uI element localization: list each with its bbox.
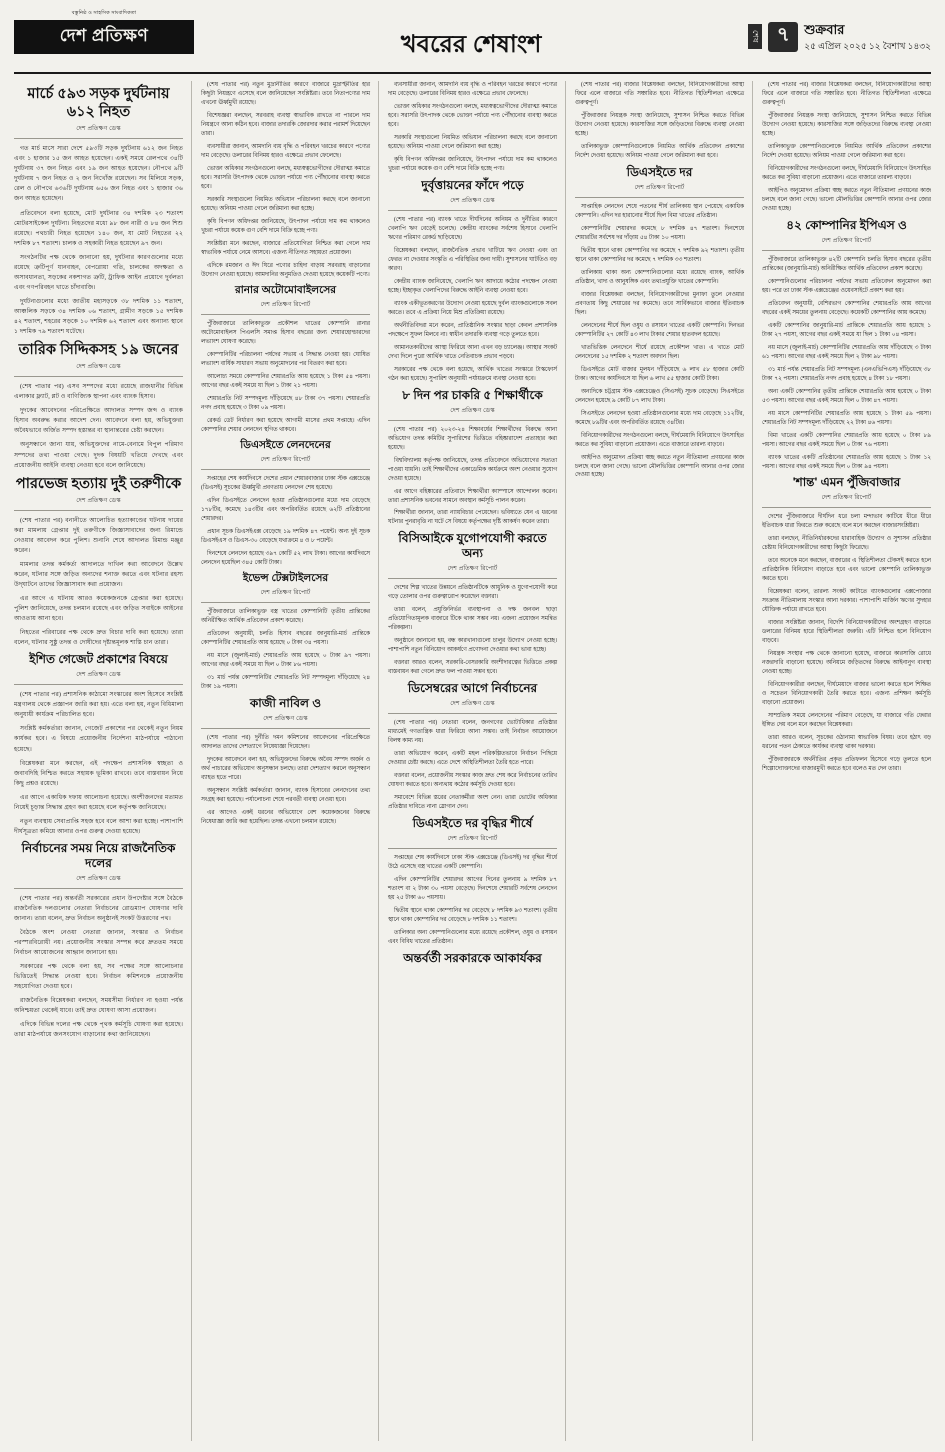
paragraph: অর্থনীতিবিদরা মনে করেন, প্রাতিষ্ঠানিক সংস্কার ছাড়া কেবল প্রশাসনিক পদক্ষেপে সুফল মিলবে না। স্বাধীন তদারকি ব্যবস্থা গড়ে তুলতে হবে। — [388, 322, 557, 338]
divider — [14, 684, 183, 685]
paragraph: গত মার্চ মাসে সারা দেশে ৫৯৩টি সড়ক দুর্ঘটনায় ৬১২ জন নিহত এবং ১ হাজার ১৫ জন আহত হয়েছেন। একই সময়ে রেলপথে ৩৪টি দুর্ঘটনায় ৩৭ জন নিহত এবং ১৯ জন আহত হয়েছেন। নৌপথে ৯টি দুর্ঘটনায় ৭ জন নিহত ও ২ জন নিখোঁজ রয়েছেন। সব মিলিয়ে সড়ক, রেল ও নৌপথে ৬৩৬টি দুর্ঘটনায় ৬৫৬ জন নিহত এবং ১ হাজার ৩৬ জন আহত হয়েছেন। — [14, 145, 183, 203]
masthead-right — [748, 10, 931, 53]
article-headline: ডিএসইতে দর — [626, 164, 693, 179]
article-body — [14, 894, 183, 1041]
paragraph: (শেষ পাতার পর) দুর্নীতি দমন কমিশনের আবেদনের পরিপ্রেক্ষিতে আদালত তাদের দেশত্যাগে নিষেধাজ্ঞা দিয়েছেন। — [201, 734, 370, 750]
paragraph: দিনশেষে লেনদেন হয়েছে ৩৯৭ কোটি ৫২ লাখ টাকা। আগের কার্যদিবসে লেনদেন হয়েছিল ৩৪৫ কোটি টাকা। — [201, 550, 370, 566]
column-2 — [201, 81, 379, 1441]
paragraph: প্রতিবেদনে বলা হয়েছে, মোট দুর্ঘটনার ৩৪ দশমিক ২৩ শতাংশ মোটরসাইকেল দুর্ঘটনা। নিহতদের মধ্যে ৯৮ জন নারী ও ৮৪ জন শিশু রয়েছে। পথচারী নিহত হয়েছেন ১৪০ জন, যা মোট নিহতের ২২ দশমিক ৮৭ শতাংশ। চালক ও সহকারী নিহত হয়েছেন ৯৭ জন। — [14, 209, 183, 247]
article-col5-top — [762, 81, 931, 214]
article-body — [201, 475, 370, 568]
article-body — [201, 81, 370, 280]
article-road-accidents — [14, 85, 183, 337]
article-headline: ইশিত গেজেট প্রকাশের বিষয়ে — [29, 652, 168, 667]
paragraph: দুদকের আবেদনের পরিপ্রেক্ষিতে আদালত সম্পদ জব্দ ও ব্যাংক হিসাব অবরুদ্ধ করার আদেশ দেন। আবেদনে বলা হয়, অভিযুক্তরা অবৈধভাবে অর্জিত সম্পদ হস্তান্তর বা স্থানান্তরের চেষ্টা করছেন। — [14, 407, 183, 435]
paragraph: সংগঠনটির পক্ষ থেকে জানানো হয়, দুর্ঘটনার কারণগুলোর মধ্যে রয়েছে ত্রুটিপূর্ণ যানবাহন, বেপরোয়া গতি, চালকের অদক্ষতা ও অসাবধানতা, সড়কের নকশাগত ত্রুটি, ট্রাফিক আইন প্রয়োগে দুর্বলতা এবং গণপরিবহন খাতে চাঁদাবাজি। — [14, 253, 183, 291]
article-byline: দেশ প্রতিক্ষণ ডেস্ক — [450, 197, 495, 204]
paragraph: দুর্ঘটনাগুলোর মধ্যে জাতীয় মহাসড়কে ৩৮ দশমিক ১১ শতাংশ, আঞ্চলিক সড়কে ৩৪ দশমিক ০৬ শতাংশ, গ্রামীণ সড়কে ১৫ দশমিক ৪২ শতাংশ, শহরের সড়কে ১০ দশমিক ৬২ শতাংশ এবং অন্যান্য স্থানে ১ দশমিক ৭৯ শতাংশ ঘটেছে। — [14, 297, 183, 336]
paragraph: প্রতিবেদন অনুযায়ী, চলতি হিসাব বছরের জানুয়ারি-মার্চ প্রান্তিকে কোম্পানিটির শেয়ারপ্রতি আয় হয়েছে ০ টাকা ৩৪ পয়সা। — [201, 630, 370, 646]
paragraph: শিক্ষার্থীরা জানান, তারা ন্যায়বিচার পেয়েছেন। ভবিষ্যতে যেন এ ধরনের ঘটনার পুনরাবৃত্তি না ঘটে সে বিষয়ে কর্তৃপক্ষের দৃষ্টি আকর্ষণ করেন তারা। — [388, 510, 557, 526]
paragraph: সংশ্লিষ্টরা মনে করছেন, বাজারে প্রতিযোগিতা নিশ্চিত করা গেলে দাম স্বাভাবিক পর্যায়ে নেমে আসবে। এজন্য নীতিগত সহায়তা প্রয়োজন। — [201, 240, 370, 256]
paragraph: (শেষ পাতার পর) ২০২৩-২৪ শিক্ষাবর্ষের শিক্ষার্থীদের বিরুদ্ধে আনা অভিযোগ তদন্ত কমিটির সুপারিশের ভিত্তিতে বহিষ্কারাদেশ প্রত্যাহার করা হয়েছে। — [388, 426, 557, 451]
paragraph: এর আগে বহিষ্কারের প্রতিবাদে শিক্ষার্থীরা ক্যাম্পাসে আন্দোলন করেন। তারা প্রশাসনিক ভবনের সামনে অবস্থান কর্মসূচি পালন করেন। — [388, 488, 557, 504]
article-dse-lenden — [201, 439, 370, 568]
date-block — [804, 20, 931, 53]
paragraph: আইপিও অনুমোদন প্রক্রিয়া স্বচ্ছ করতে নতুন নীতিমালা প্রণয়নের কাজ চলছে বলে জানা গেছে। ভালো মৌলভিত্তির কোম্পানি আনার ওপর জোর দেওয়া হচ্ছে। — [762, 187, 931, 212]
paragraph: নয় মাসে (জুলাই-মার্চ) কোম্পানিটির শেয়ারপ্রতি আয় দাঁড়িয়েছে ৩ টাকা ৬১ পয়সা। আগের বছর একই সময়ে ছিল ২ টাকা ৯৮ পয়সা। — [762, 344, 931, 360]
paragraph: পুঁজিবাজার নিয়ন্ত্রক সংস্থা জানিয়েছে, সুশাসন নিশ্চিত করতে বিভিন্ন উদ্যোগ নেওয়া হয়েছে। কারসাজির সঙ্গে জড়িতদের বিরুদ্ধে ব্যবস্থা নেওয়া হচ্ছে। — [575, 112, 744, 137]
paragraph: আলোচ্য সময়ে কোম্পানির শেয়ারপ্রতি আয় হয়েছে ১ টাকা ৫৪ পয়সা। আগের বছর একই সময়ে যা ছিল ১ টাকা ২১ পয়সা। — [201, 373, 370, 389]
article-byline: দেশ প্রতিক্ষণ রিপোর্ট — [447, 566, 498, 573]
article-headline: ডিএসইতে লেনদেনের — [240, 438, 331, 451]
paragraph: নয় মাসে (জুলাই-মার্চ) শেয়ারপ্রতি আয় হয়েছে ০ টাকা ৯৭ পয়সা। আগের বছর একই সময়ে যা ছিল ০ টাকা ৮৬ পয়সা। — [201, 652, 370, 668]
divider — [575, 197, 744, 198]
paragraph: সরকারি সংস্থাগুলো নিয়মিত অভিযান পরিচালনা করছে বলে জানানো হয়েছে। অনিয়ম পাওয়া গেলে জরিমানা করা হচ্ছে। — [388, 134, 557, 150]
paragraph: দেশের শিল্প খাতের উন্নয়নে প্রতিষ্ঠানটিকে আধুনিক ও যুগোপযোগী করে গড়ে তোলার ওপর গুরুত্বারোপ করেছেন বক্তারা। — [388, 585, 557, 601]
paragraph: তবে অনেকে মনে করছেন, বাজারের এ স্থিতিশীলতা টেকসই করতে হলে প্রাতিষ্ঠানিক বিনিয়োগ বাড়াতে হবে এবং ভালো কোম্পানি তালিকাভুক্ত করতে হবে। — [762, 558, 931, 583]
article-bsec — [388, 531, 557, 677]
paragraph: সরকারি সংস্থাগুলো নিয়মিত অভিযান পরিচালনা করছে বলে জানানো হয়েছে। অনিয়ম পাওয়া গেলে জরিমানা করা হচ্ছে। — [201, 196, 370, 212]
paragraph: (শেষ পাতার পর) অন্তর্বর্তী সরকারের প্রধান উপদেষ্টার সঙ্গে বৈঠকে রাজনৈতিক দলগুলোর নেতারা নির্বাচনের রোডম্যাপ ঘোষণার দাবি জানান। তারা বলেন, দ্রুত নির্বাচন অনুষ্ঠানই সংকট উত্তরণের পথ। — [14, 894, 183, 922]
article-byline: দেশ প্রতিক্ষণ ডেস্ক — [76, 126, 121, 133]
divider — [201, 314, 370, 315]
article-byline: দেশ প্রতিক্ষণ ডেস্ক — [263, 715, 308, 722]
paragraph: অন্যদিকে চট্টগ্রাম স্টক এক্সচেঞ্জেও (সিএসই) সূচক বেড়েছে। সিএসইতে লেনদেন হয়েছে ৯ কোটি ৮৭ লাখ টাকা। — [575, 388, 744, 404]
divider — [201, 728, 370, 729]
paragraph: ৩১ মার্চ পর্যন্ত কোম্পানিটির শেয়ারপ্রতি নিট সম্পদমূল্য দাঁড়িয়েছে ২৪ টাকা ১৯ পয়সা। — [201, 674, 370, 690]
paragraph: ব্যাংক একীভূতকরণের উদ্যোগ নেওয়া হয়েছে দুর্বল ব্যাংকগুলোকে সবল করতে। তবে এ প্রক্রিয়া নিয়ে মিশ্র প্রতিক্রিয়া রয়েছে। — [388, 300, 557, 316]
paragraph: এদিন ডিএসইতে লেনদেন হওয়া প্রতিষ্ঠানগুলোর মধ্যে দাম বেড়েছে ১৭৮টির, কমেছে ১৪৩টির এবং অপরিবর্তিত রয়েছে ৬২টি প্রতিষ্ঠানের শেয়ারদর। — [201, 497, 370, 522]
paragraph: বিশ্ববিদ্যালয় কর্তৃপক্ষ জানিয়েছে, তদন্ত প্রতিবেদনে অভিযোগের সত্যতা পাওয়া যায়নি। তাই শিক্ষার্থীদের একাডেমিক কার্যক্রমে অংশ নেওয়ার সুযোগ দেওয়া হয়েছে। — [388, 457, 557, 482]
paragraph: ভোক্তা অধিকার সংগঠনগুলো বলছে, মধ্যস্বত্বভোগীদের দৌরাত্ম্য কমাতে হবে। সরাসরি উৎপাদক থেকে ভোক্তা পর্যায়ে পণ্য পৌঁছানোর ব্যবস্থা করতে হবে। — [201, 165, 370, 190]
column-4 — [575, 81, 753, 1441]
paragraph: প্রতিবেদন অনুযায়ী, বেশিরভাগ কোম্পানির শেয়ারপ্রতি আয় আগের বছরের একই সময়ের তুলনায় বেড়েছে। কয়েকটি কোম্পানির আয় কমেছে। — [762, 300, 931, 316]
paragraph: তারা আরও বলেন, সূচকের ওঠানামা স্বাভাবিক বিষয়। তবে হঠাৎ বড় ধরনের পতন ঠেকাতে কার্যকর ব্যবস্থা থাকা দরকার। — [762, 735, 931, 751]
article-col4-top — [575, 81, 744, 161]
article-byline: দেশ প্রতিক্ষণ রিপোর্ট — [634, 184, 685, 191]
divider — [14, 510, 183, 511]
paragraph: তালিকাভুক্ত কোম্পানিগুলোকে নিয়মিত আর্থিক প্রতিবেদন প্রকাশের নির্দেশ দেওয়া হয়েছে। অনিয়ম পাওয়া গেলে জরিমানা করা হবে। — [762, 143, 931, 159]
paragraph: তারা বলেন, প্রযুক্তিনির্ভর ব্যবস্থাপনা ও দক্ষ জনবল ছাড়া প্রতিযোগিতামূলক বাজারে টিকে থাকা সম্ভব নয়। এজন্য প্রয়োজন সমন্বিত পরিকল্পনা। — [388, 607, 557, 632]
article-interim-govt — [388, 951, 557, 966]
article-body — [201, 734, 370, 827]
article-byline: দেশ প্রতিক্ষণ রিপোর্ট — [260, 301, 311, 308]
paragraph: দুদকের আবেদনে বলা হয়, অভিযুক্তদের বিরুদ্ধে অবৈধ সম্পদ অর্জন ও অর্থ পাচারের অভিযোগ অনুসন্ধান চলছে। তারা দেশত্যাগ করলে অনুসন্ধান ব্যাহত হতে পারে। — [201, 756, 370, 781]
article-shanto-emon — [762, 475, 931, 774]
article-forty-two-companies — [762, 218, 931, 472]
article-byline: দেশ প্রতিক্ষণ ডেস্ক — [76, 875, 121, 882]
divider — [388, 713, 557, 714]
paragraph: এর আগে এ ঘটনায় আরও কয়েকজনকে গ্রেপ্তার করা হয়েছে। পুলিশ জানিয়েছে, তদন্ত চলমান রয়েছে এবং জড়িত সবাইকে আইনের আওতায় আনা হবে। — [14, 595, 183, 623]
article-body — [762, 81, 931, 214]
date-label: ২৫ এপ্রিল ২০২৫ ১২ বৈশাখ ১৪৩২ — [804, 40, 931, 51]
article-tarique-siddique — [14, 341, 183, 471]
divider — [388, 848, 557, 849]
divider — [388, 210, 557, 211]
paragraph: সমাবেশে বিভিন্ন স্তরের নেতাকর্মীরা অংশ নেন। তারা ভোটের অধিকার প্রতিষ্ঠার দাবিতে নানা স্লোগান দেন। — [388, 795, 557, 811]
masthead-logo-text: দেশ প্রতিক্ষণ — [14, 20, 194, 54]
paragraph: দ্বিতীয় স্থানে থাকা কোম্পানির দর বেড়েছে ৮ দশমিক ৯৩ শতাংশ। তৃতীয় স্থানে থাকা কোম্পানির দর বেড়েছে ৮ দশমিক ১১ শতাংশ। — [388, 908, 557, 924]
paragraph: কোম্পানিগুলোর পরিচালনা পর্ষদের সভায় প্রতিবেদন অনুমোদন করা হয়। পরে তা ঢাকা স্টক এক্সচেঞ্জের ওয়েবসাইটে প্রকাশ করা হয়। — [762, 278, 931, 294]
article-election-parties — [14, 841, 183, 1041]
paragraph: বাজার বিশ্লেষকরা বলছেন, বিনিয়োগকারীদের মুনাফা তুলে নেওয়ার প্রবণতায় কিছু শেয়ারের দর কমেছে। তবে সার্বিকভাবে বাজার ইতিবাচক ছিল। — [575, 291, 744, 316]
article-parvez-murder — [14, 475, 183, 649]
page-title: খবরের শেষাংশ — [400, 31, 542, 58]
paragraph: (শেষ পাতার পর) নতুন মুদ্রানীতির কারণে বাজারে মুদ্রাস্ফীতির হার কিছুটা নিয়ন্ত্রণে এসেছে বলে জানিয়েছেন সংশ্লিষ্টরা। তবে নিত্যপণ্যের দাম এখনো ঊর্ধ্বমুখী রয়েছে। — [201, 82, 370, 106]
article-byline: দেশ প্রতিক্ষণ ডেস্ক — [76, 672, 121, 679]
divider — [14, 138, 183, 139]
paragraph: ব্যবসায়ীরা জানান, আমদানি ব্যয় বৃদ্ধি ও পরিবহন খরচের কারণে পণ্যের দাম বেড়েছে। ডলারের বিনিময় হারও এক্ষেত্রে প্রভাব ফেলেছে। — [201, 143, 370, 159]
paragraph: নতুন ব্যবস্থায় সেবাপ্রাপ্তি সহজ হবে বলে আশা করা হচ্ছে। পাশাপাশি দীর্ঘসূত্রতা কমিয়ে আনার ওপর গুরুত্ব দেওয়া হয়েছে। — [14, 817, 183, 835]
paragraph: রাজনৈতিক বিশ্লেষকরা বলছেন, সময়সীমা নির্ধারণ না হওয়া পর্যন্ত অনিশ্চয়তা থেকেই যাবে। তাই দ্রুত ঘোষণা আসা প্রয়োজন। — [14, 997, 183, 1015]
article-byline: দেশ প্রতিক্ষণ রিপোর্ট — [821, 237, 872, 244]
article-headline: ডিসেম্বরের আগে নির্বাচনের — [407, 681, 538, 696]
paragraph: কৃষি বিপণন অধিদপ্তর জানিয়েছে, উৎপাদন পর্যায়ে দাম কম থাকলেও খুচরা পর্যায়ে কয়েক গুণ বেশি দামে বিক্রি হচ্ছে পণ্য। — [388, 156, 557, 172]
paragraph: অনুসন্ধান সংশ্লিষ্ট কর্মকর্তারা জানান, ব্যাংক হিসাবের লেনদেনের তথ্য সংগ্রহ করা হয়েছে। পর্যালোচনা শেষে পরবর্তী ব্যবস্থা নেওয়া হবে। — [201, 787, 370, 803]
paragraph: আমানতকারীদের আস্থা ফিরিয়ে আনা এখন বড় চ্যালেঞ্জ। আস্থার সংকট দেখা দিলে পুরো আর্থিক খাতে নেতিবাচক প্রভাব পড়বে। — [388, 344, 557, 360]
paragraph: পুঁজিবাজার নিয়ন্ত্রক সংস্থা জানিয়েছে, সুশাসন নিশ্চিত করতে বিভিন্ন উদ্যোগ নেওয়া হয়েছে। কারসাজির সঙ্গে জড়িতদের বিরুদ্ধে ব্যবস্থা নেওয়া হচ্ছে। — [762, 112, 931, 137]
article-headline: ডিএসইতে দর বৃদ্ধির শীর্ষে — [412, 816, 533, 831]
paragraph: একটি কোম্পানির জানুয়ারি-মার্চ প্রান্তিকে শেয়ারপ্রতি আয় হয়েছে ১ টাকা ২৭ পয়সা, আগের বছর একই সময়ে যা ছিল ১ টাকা ০৪ পয়সা। — [762, 322, 931, 338]
article-byline: দেশ প্রতিক্ষণ রিপোর্ট — [260, 456, 311, 463]
article-kazi-nabil — [201, 696, 370, 827]
paragraph: অনুসন্ধানে জানা যায়, অভিযুক্তদের নামে-বেনামে বিপুল পরিমাণ সম্পদের তথ্য পাওয়া গেছে। দুদক বিষয়টি খতিয়ে দেখছে এবং প্রয়োজনীয় আইনি ব্যবস্থা নেওয়া হবে বলে জানিয়েছে। — [14, 441, 183, 469]
paragraph: খাতভিত্তিক লেনদেনে শীর্ষে রয়েছে প্রকৌশল খাত। এ খাতে মোট লেনদেনের ১৫ দশমিক ২ শতাংশ অবদান ছিল। — [575, 344, 744, 360]
article-col3-top — [388, 81, 557, 174]
paragraph: পুঁজিবাজারে তালিকাভুক্ত বস্ত্র খাতের কোম্পানিটি তৃতীয় প্রান্তিকের অনিরীক্ষিত আর্থিক প্রতিবেদন প্রকাশ করেছে। — [201, 608, 370, 624]
divider — [388, 578, 557, 579]
paragraph: (শেষ পাতার পর) নেতারা বলেন, জনগণের ভোটাধিকার প্রতিষ্ঠার মাধ্যমেই গণতান্ত্রিক ধারা ফিরিয়ে আনা সম্ভব। তাই নির্বাচন আয়োজনে বিলম্ব কাম্য নয়। — [388, 720, 557, 745]
paragraph: তালিকাভুক্ত কোম্পানিগুলোকে নিয়মিত আর্থিক প্রতিবেদন প্রকাশের নির্দেশ দেওয়া হয়েছে। অনিয়ম পাওয়া গেলে জরিমানা করা হবে। — [575, 143, 744, 159]
paragraph: তারা বলছেন, নীতিনির্ধারকদের ধারাবাহিক উদ্যোগ ও সুশাসন প্রতিষ্ঠার চেষ্টায় বিনিয়োগকারীদের আস্থা কিছুটা ফিরেছে। — [762, 536, 931, 552]
paragraph: সপ্তাহের শেষ কার্যদিবসে দেশের প্রধান শেয়ারবাজার ঢাকা স্টক এক্সচেঞ্জে (ডিএসই) সূচকের ঊর্ধ্বমুখী প্রবণতায় লেনদেন শেষ হয়েছে। — [201, 475, 370, 491]
paragraph: এদিকে রমজান ও ঈদ ঘিরে পণ্যের চাহিদা বাড়ায় সরবরাহ বাড়ানোর উদ্যোগ নেওয়া হয়েছে। আমদানির অনুমতিও দেওয়া হয়েছে কয়েকটি পণ্যে। — [201, 262, 370, 278]
article-byline: দেশ প্রতিক্ষণ রিপোর্ট — [821, 495, 872, 502]
article-body — [14, 516, 183, 649]
article-body — [388, 854, 557, 947]
paragraph: অনুষ্ঠানে জানানো হয়, বন্ধ কারখানাগুলো চালুর উদ্যোগ নেওয়া হচ্ছে। পাশাপাশি নতুন বিনিয়োগ আকর্ষণে প্রণোদনা দেওয়ার কথা ভাবা হচ্ছে। — [388, 638, 557, 654]
paragraph: বিনিয়োগকারীরা বলছেন, দীর্ঘমেয়াদে বাজার ভালো করতে হলে শিক্ষিত ও সচেতন বিনিয়োগকারী তৈরি করতে হবে। এজন্য প্রশিক্ষণ কর্মসূচি বাড়ানো প্রয়োজন। — [762, 682, 931, 707]
paragraph: কেন্দ্রীয় ব্যাংক জানিয়েছে, খেলাপি ঋণ আদায়ে কঠোর পদক্ষেপ নেওয়া হচ্ছে। ইচ্ছাকৃত খেলাপিদের বিরুদ্ধে আইনি ব্যবস্থা নেওয়া হবে। — [388, 278, 557, 294]
article-body — [762, 256, 931, 472]
column-3 — [388, 81, 566, 1441]
paragraph: ব্যবসায়ীরা জানান, আমদানি ব্যয় বৃদ্ধি ও পরিবহন খরচের কারণে পণ্যের দাম বেড়েছে। ডলারের বিনিময় হারও এক্ষেত্রে প্রভাব ফেলেছে। — [388, 82, 557, 97]
paragraph: ভোক্তা অধিকার সংগঠনগুলো বলছে, মধ্যস্বত্বভোগীদের দৌরাত্ম্য কমাতে হবে। সরাসরি উৎপাদক থেকে ভোক্তা পর্যায়ে পণ্য পৌঁছানোর ব্যবস্থা করতে হবে। — [388, 103, 557, 128]
fold-badge: শেষ — [748, 24, 762, 48]
article-body — [388, 81, 557, 174]
paragraph: আইপিও অনুমোদন প্রক্রিয়া স্বচ্ছ করতে নতুন নীতিমালা প্রণয়নের কাজ চলছে বলে জানা গেছে। ভালো মৌলভিত্তির কোম্পানি আনার ওপর জোর দেওয়া হচ্ছে। — [575, 454, 744, 479]
article-byline: দেশ প্রতিক্ষণ ডেস্ক — [450, 407, 495, 414]
paragraph: এদিন কোম্পানিটির শেয়ারদর আগের দিনের তুলনায় ৯ দশমিক ৮৭ শতাংশ বা ২ টাকা ৩০ পয়সা বেড়েছে। দিনশেষে শেয়ারটি সর্বশেষ লেনদেন হয় ২৫ টাকা ৬০ পয়সায়। — [388, 877, 557, 902]
page-number: ৭ — [768, 22, 798, 52]
paragraph: বক্তারা বলেন, প্রয়োজনীয় সংস্কার কাজ দ্রুত শেষ করে নির্বাচনের তারিখ ঘোষণা করতে হবে। অন্যথায় কঠোর কর্মসূচি দেওয়া হবে। — [388, 773, 557, 789]
paragraph: প্রধান সূচক ডিএসইএক্স বেড়েছে ১৯ দশমিক ৪৭ পয়েন্ট। অন্য দুই সূচক ডিএসইএস ও ডিএস-৩০ বেড়েছে যথাক্রমে ৪ ও ৮ পয়েন্ট। — [201, 528, 370, 544]
column-5 — [762, 81, 931, 1441]
paragraph: নিয়ন্ত্রক সংস্থার পক্ষ থেকে জানানো হয়েছে, বাজারে কারসাজি রোধে নজরদারি বাড়ানো হয়েছে। অনিয়মে জড়িতদের বিরুদ্ধে আইনানুগ ব্যবস্থা নেওয়া হচ্ছে। — [762, 651, 931, 676]
paragraph: ৩১ মার্চ পর্যন্ত শেয়ারপ্রতি নিট সম্পদমূল্য (এনএভিপিএস) দাঁড়িয়েছে ৩৮ টাকা ৭২ পয়সা। শেয়ারপ্রতি নগদ প্রবাহ হয়েছে ৪ টাকা ১৮ পয়সা। — [762, 366, 931, 382]
article-headline: দুর্বৃত্তায়নের ফাঁদে পড়ে — [421, 177, 524, 192]
article-gazette — [14, 652, 183, 837]
paragraph: তারা অভিযোগ করেন, একটি মহল পরিকল্পিতভাবে নির্বাচন পিছিয়ে দেওয়ার চেষ্টা করছে। এতে দেশে অস্থিতিশীলতা তৈরি হতে পারে। — [388, 751, 557, 767]
article-body — [388, 719, 557, 812]
article-byline: দেশ প্রতিক্ষণ রিপোর্ট — [447, 836, 498, 843]
article-body — [14, 144, 183, 337]
paragraph: সাম্প্রতিক সময়ে লেনদেনের পরিমাণ বেড়েছে, যা বাজারে গতি ফেরার ইঙ্গিত দেয় বলে মনে করছেন বিশ্লেষকরা। — [762, 713, 931, 729]
article-body — [14, 690, 183, 837]
paragraph: রেকর্ড ডেট নির্ধারণ করা হয়েছে আগামী মাসের প্রথম সপ্তাহে। এদিন কোম্পানির শেয়ার লেনদেন স্থগিত থাকবে। — [201, 417, 370, 433]
paragraph: (শেষ পাতার পর) বনানীতে আলোচিত হত্যাকাণ্ডের ঘটনায় দায়ের করা মামলায় গ্রেপ্তার দুই তরুণীকে জিজ্ঞাসাবাদের জন্য রিমান্ডে নেওয়ার আবেদন করে পুলিশ। শুনানি শেষে আদালত রিমান্ড মঞ্জুর করেন। — [14, 516, 183, 554]
paragraph: বৈঠকে অংশ নেওয়া নেতারা জানান, সংস্কার ও নির্বাচন পরস্পরবিরোধী নয়। প্রয়োজনীয় সংস্কার সম্পন্ন করে দ্রুততম সময়ে নির্বাচন আয়োজনের আহ্বান জানানো হয়। — [14, 929, 183, 957]
column-1 — [14, 81, 192, 1441]
divider — [14, 888, 183, 889]
paragraph: (শেষ পাতার পর) বাজার বিশ্লেষকরা বলছেন, বিনিয়োগকারীদের আস্থা ফিরে এলে বাজারে গতি সঞ্চারিত হবে। নীতিগত স্থিতিশীলতা এক্ষেত্রে গুরুত্বপূর্ণ। — [762, 82, 931, 106]
paragraph: বিশ্লেষকরা বলছেন, রাজনৈতিক প্রভাব খাটিয়ে ঋণ নেওয়া এবং তা ফেরত না দেওয়ার সংস্কৃতি এ পরিস্থিতির জন্য দায়ী। সুশাসনের ঘাটতিও বড় কারণ। — [388, 247, 557, 272]
article-body — [201, 608, 370, 692]
article-before-december — [388, 681, 557, 812]
article-byline: দেশ প্রতিক্ষণ ডেস্ক — [76, 497, 121, 504]
paragraph: সাপ্তাহিক লেনদেন শেষে পতনের শীর্ষ তালিকায় স্থান পেয়েছে একাধিক কোম্পানি। এদিন দর হারানোর শীর্ষে ছিল বিমা খাতের প্রতিষ্ঠান। — [575, 203, 744, 219]
article-durbhasan — [388, 178, 557, 384]
paragraph: ব্যাংক খাতের একটি প্রতিষ্ঠানের শেয়ারপ্রতি আয় হয়েছে ১ টাকা ১২ পয়সা। আগের বছর একই সময়ে ছিল ০ টাকা ৯৪ পয়সা। — [762, 454, 931, 470]
article-headline: মার্চে ৫৯৩ সড়ক দুর্ঘটনায় ৬১২ নিহত — [27, 86, 170, 121]
weekday-label: শুক্রবার — [804, 22, 845, 37]
masthead — [14, 10, 931, 74]
paragraph: কোম্পানিটির শেয়ারদর কমেছে ৮ দশমিক ৪৭ শতাংশ। দিনশেষে শেয়ারটির সর্বশেষ দর দাঁড়ায় ৫৪ টাকা ১০ পয়সা। — [575, 225, 744, 241]
article-body — [14, 382, 183, 470]
paragraph: বিশ্লেষকরা মনে করছেন, এই পদক্ষেপ প্রশাসনিক স্বচ্ছতা ও জবাবদিহি নিশ্চিত করতে সহায়ক ভূমিকা রাখবে। তবে বাস্তবায়ন নিয়ে কিছু প্রশ্নও রয়েছে। — [14, 759, 183, 787]
article-headline: তারিক সিদ্দিকসহ ১৯ জনের — [18, 342, 179, 359]
divider — [201, 469, 370, 470]
paragraph: মামলার তদন্ত কর্মকর্তা আদালতে দাখিল করা আবেদনে উল্লেখ করেন, ঘটনার সঙ্গে জড়িত অন্যদের শনাক্ত করতে এবং ঘটনার রহস্য উদ্‌ঘাটনে তাদের জিজ্ঞাসাবাদ করা প্রয়োজন। — [14, 560, 183, 588]
paragraph: ডিএসইতে মোট বাজার মূলধন দাঁড়িয়েছে ৬ লাখ ৫৮ হাজার কোটি টাকা। আগের কার্যদিবসে যা ছিল ৬ লাখ ৫৫ হাজার কোটি টাকা। — [575, 366, 744, 382]
paragraph: বিমা খাতের একটি কোম্পানির শেয়ারপ্রতি আয় হয়েছে ০ টাকা ৮৯ পয়সা। আগের বছর একই সময়ে ছিল ০ টাকা ৭৬ পয়সা। — [762, 432, 931, 448]
article-headline: ইভেন্স টেক্সটাইলসের — [242, 571, 329, 584]
paragraph: বক্তারা আরও বলেন, সরকারি-বেসরকারি অংশীদারত্বের ভিত্তিতে প্রকল্প বাস্তবায়ন করা গেলে দ্রুত ফল পাওয়া সম্ভব হবে। — [388, 660, 557, 676]
paragraph: সংশ্লিষ্ট কর্মকর্তারা জানান, গেজেট প্রকাশের পর থেকেই নতুন নিয়ম কার্যকর হবে। এ বিষয়ে প্রয়োজনীয় নির্দেশনা মাঠপর্যায়ে পাঠানো হয়েছে। — [14, 725, 183, 753]
article-ibn-textiles — [201, 572, 370, 692]
paragraph: পুঁজিবাজারকে অর্থনীতির প্রকৃত প্রতিফলন হিসেবে গড়ে তুলতে হলে শিল্পোদ্যোক্তাদের বাজারমুখী করতে হবে বলেও মত দেন তারা। — [762, 757, 931, 773]
paragraph: সিএসইতে লেনদেন হওয়া প্রতিষ্ঠানগুলোর মধ্যে দাম বেড়েছে ১১২টির, কমেছে ৮৯টির এবং অপরিবর্তিত রয়েছে ৩৪টির। — [575, 410, 744, 426]
paragraph: দ্বিতীয় স্থানে থাকা কোম্পানির দর কমেছে ৭ দশমিক ৯২ শতাংশ। তৃতীয় স্থানে থাকা কোম্পানির দর কমেছে ৭ দশমিক ৩৩ শতাংশ। — [575, 247, 744, 263]
article-body — [388, 216, 557, 384]
paragraph: দেশের পুঁজিবাজারে দীর্ঘদিন ধরে চলা মন্দাভাব কাটিয়ে ধীরে ধীরে ইতিবাচক ধারা ফিরতে শুরু করেছে বলে মনে করছেন বাজারসংশ্লিষ্টরা। — [762, 514, 931, 530]
article-headline: নির্বাচনের সময় নিয়ে রাজনৈতিক দলের — [21, 840, 176, 870]
paragraph: লেনদেনের শীর্ষে ছিল ওষুধ ও রসায়ন খাতের একটি কোম্পানি। দিনভর কোম্পানিটির ২৭ কোটি ৪৩ লাখ টাকার শেয়ার হাতবদল হয়েছে। — [575, 322, 744, 338]
article-byline: দেশ প্রতিক্ষণ ডেস্ক — [450, 701, 495, 708]
paragraph: তালিকার অন্য কোম্পানিগুলোর মধ্যে রয়েছে প্রকৌশল, ওষুধ ও রসায়ন এবং বিবিধ খাতের প্রতিষ্ঠান। — [388, 930, 557, 946]
paragraph: এর আগেও একই ধরনের অভিযোগে বেশ কয়েকজনের বিরুদ্ধে নিষেধাজ্ঞা জারি করা হয়েছিল। তদন্ত এখনো চলমান রয়েছে। — [201, 809, 370, 825]
article-headline: অন্তর্বর্তী সরকারকে আকার্যকর — [403, 951, 542, 966]
paragraph: বিনিয়োগকারীদের সংগঠনগুলো বলছে, দীর্ঘমেয়াদি বিনিয়োগে উৎসাহিত করতে কর সুবিধা বাড়ানো প্রয়োজন। এতে বাজারে তারল্য বাড়বে। — [575, 432, 744, 448]
article-dse-top-gainer — [388, 816, 557, 947]
article-dse-rate — [575, 165, 744, 481]
paragraph: (শেষ পাতার পর) বাজার বিশ্লেষকরা বলছেন, বিনিয়োগকারীদের আস্থা ফিরে এলে বাজারে গতি সঞ্চারিত হবে। নীতিগত স্থিতিশীলতা এক্ষেত্রে গুরুত্বপূর্ণ। — [575, 82, 744, 106]
paragraph: সরকারের পক্ষ থেকে বলা হয়, সব পক্ষের সঙ্গে আলোচনার ভিত্তিতেই সিদ্ধান্ত নেওয়া হবে। নির্বাচন কমিশনকে প্রয়োজনীয় সহযোগিতা দেওয়া হবে। — [14, 963, 183, 991]
article-byline: দেশ প্রতিক্ষণ ডেস্ক — [76, 364, 121, 371]
paragraph: বাজার সংশ্লিষ্টরা জানান, বিদেশি বিনিয়োগকারীদের অংশগ্রহণ বাড়াতে ডলারের বিনিময় হারে স্থিতিশীলতা জরুরি। এটি নিশ্চিত হলে বিনিয়োগ বাড়বে। — [762, 620, 931, 645]
paragraph: (শেষ পাতার পর) প্রশাসনিক কাঠামো সংস্কারের অংশ হিসেবে সংশ্লিষ্ট মন্ত্রণালয় থেকে প্রজ্ঞাপন জারি করা হয়। এতে বলা হয়, নতুন বিধিমালা অনুযায়ী কার্যক্রম পরিচালিত হবে। — [14, 691, 183, 719]
article-body — [388, 584, 557, 677]
paragraph: পুঁজিবাজারে তালিকাভুক্ত ৪২টি কোম্পানি চলতি হিসাব বছরের তৃতীয় প্রান্তিকের (জানুয়ারি-মার্চ) অনিরীক্ষিত আর্থিক প্রতিবেদন প্রকাশ করেছে। — [762, 256, 931, 272]
article-headline: 'শান্ত' এমন পুঁজিবাজার — [792, 475, 901, 490]
paragraph: নয় মাসে কোম্পানিটির শেয়ারপ্রতি আয় হয়েছে ১ টাকা ৫৯ পয়সা। শেয়ারপ্রতি নিট সম্পদমূল্য দাঁড়িয়েছে ২২ টাকা ৪৬ পয়সা। — [762, 410, 931, 426]
divider — [14, 376, 183, 377]
article-byline: দেশ প্রতিক্ষণ রিপোর্ট — [260, 589, 311, 596]
paragraph: এর আগে একাধিক দফায় আলোচনা হয়েছে। অংশীজনদের মতামত নিয়েই চূড়ান্ত সিদ্ধান্ত গ্রহণ করা হয়েছে বলে কর্তৃপক্ষ জানিয়েছে। — [14, 793, 183, 811]
article-headline: ৮ দিন পর চাকরি ৫ শিক্ষার্থীকে — [402, 387, 543, 402]
paragraph: (শেষ পাতার পর) ব্যাংক খাতে দীর্ঘদিনের অনিয়ম ও দুর্নীতির কারণে খেলাপি ঋণ বেড়েই চলেছে। কেন্দ্রীয় ব্যাংকের সর্বশেষ হিসাবে খেলাপি ঋণের পরিমাণ রেকর্ড ছাড়িয়েছে। — [388, 216, 557, 241]
article-headline: ৪২ কোম্পানির ইপিএস ও — [786, 217, 907, 232]
paragraph: কোম্পানিটির পরিচালনা পর্ষদের সভায় এ সিদ্ধান্ত নেওয়া হয়। ঘোষিত লভ্যাংশ বার্ষিক সাধারণ সভায় অনুমোদনের পর বিতরণ করা হবে। — [201, 351, 370, 367]
article-eight-teachers — [388, 388, 557, 528]
divider — [762, 507, 931, 508]
masthead-logo[interactable] — [14, 10, 194, 54]
article-headline: পারভেজ হত্যায় দুই তরুণীকে — [15, 475, 182, 492]
paragraph: বিশ্লেষকরা বলেন, তারল্য সংকট কাটাতে ব্যাংকগুলোর এক্সপোজার সংক্রান্ত নীতিমালায় সংস্কার আনা দরকার। পাশাপাশি মার্জিন ঋণের সুদহার যৌক্তিক পর্যায়ে রাখতে হবে। — [762, 589, 931, 614]
article-ranar-auto — [201, 284, 370, 435]
paragraph: পুঁজিবাজারে তালিকাভুক্ত প্রকৌশল খাতের কোম্পানি রানার অটোমোবাইলস পিএলসি সমাপ্ত হিসাব বছরের জন্য শেয়ারহোল্ডারদের লভ্যাংশ ঘোষণা করেছে। — [201, 320, 370, 345]
article-columns — [14, 81, 931, 1441]
paragraph: তালিকায় থাকা অন্য কোম্পানিগুলোর মধ্যে রয়েছে ব্যাংক, আর্থিক প্রতিষ্ঠান, খাদ্য ও আনুষঙ্গিক এবং তথ্যপ্রযুক্তি খাতের কোম্পানি। — [575, 269, 744, 285]
paragraph: শেয়ারপ্রতি নিট সম্পদমূল্য দাঁড়িয়েছে ৪৮ টাকা ৩৭ পয়সা। শেয়ারপ্রতি নগদ প্রবাহ হয়েছে ৩ টাকা ০৯ পয়সা। — [201, 395, 370, 411]
divider — [201, 602, 370, 603]
article-body — [762, 513, 931, 774]
article-headline: বিসিআইকে যুগোপযোগী করতে অন্য — [398, 531, 547, 561]
masthead-tagline: বস্তুনিষ্ঠ ও সাহসিক সাংবাদিকতা — [71, 11, 137, 16]
article-body — [575, 81, 744, 161]
paragraph: কৃষি বিপণন অধিদপ্তর জানিয়েছে, উৎপাদন পর্যায়ে দাম কম থাকলেও খুচরা পর্যায়ে কয়েক গুণ বেশি দামে বিক্রি হচ্ছে পণ্য। — [201, 218, 370, 234]
paragraph: নিহতের পরিবারের পক্ষ থেকে দ্রুত বিচার দাবি করা হয়েছে। তারা বলেন, ঘটনার সুষ্ঠু তদন্ত ও দোষীদের দৃষ্টান্তমূলক শাস্তি চান তারা। — [14, 629, 183, 647]
paragraph: অন্য একটি কোম্পানির তৃতীয় প্রান্তিকে শেয়ারপ্রতি আয় হয়েছে ০ টাকা ৫৩ পয়সা। আগের বছর একই সময়ে ছিল ০ টাকা ৪৭ পয়সা। — [762, 388, 931, 404]
paragraph: (শেষ পাতার পর) এসব সম্পদের মধ্যে রয়েছে রাজধানীর বিভিন্ন এলাকার ফ্ল্যাট, প্লট ও বাণিজ্যিক স্থাপনা এবং ব্যাংক হিসাব। — [14, 383, 183, 401]
article-headline: রানার অটোমোবাইলসের — [234, 283, 337, 296]
paragraph: সরকারের পক্ষ থেকে বলা হয়েছে, আর্থিক খাতের সংস্কারে টাস্কফোর্স গঠন করা হয়েছে। সুপারিশ অনুযায়ী পর্যায়ক্রমে ব্যবস্থা নেওয়া হবে। — [388, 366, 557, 382]
paragraph: বিশেষজ্ঞরা বলছেন, সরবরাহ ব্যবস্থা স্বাভাবিক রাখতে না পারলে দাম নিয়ন্ত্রণে আনা কঠিন হবে। বাজার তদারকি জোরদার করার পরামর্শ দিয়েছেন তারা। — [201, 112, 370, 137]
article-col2-continued — [201, 81, 370, 280]
article-body — [575, 203, 744, 481]
article-headline: কাজী নাবিল ও — [249, 695, 322, 710]
paragraph: এদিকে বিভিন্ন দলের পক্ষ থেকে পৃথক কর্মসূচি ঘোষণা করা হয়েছে। তারা মাঠপর্যায়ে জনসংযোগ বাড়ানোর কথা জানিয়েছেন। — [14, 1021, 183, 1039]
divider — [388, 420, 557, 421]
divider — [762, 250, 931, 251]
paragraph: সপ্তাহের শেষ কার্যদিবসে ঢাকা স্টক এক্সচেঞ্জে (ডিএসই) দর বৃদ্ধির শীর্ষে উঠে এসেছে বস্ত্র খাতের একটি কোম্পানি। — [388, 855, 557, 871]
article-body — [201, 320, 370, 435]
article-body — [388, 426, 557, 528]
paragraph: বিনিয়োগকারীদের সংগঠনগুলো বলছে, দীর্ঘমেয়াদি বিনিয়োগে উৎসাহিত করতে কর সুবিধা বাড়ানো প্রয়োজন। এতে বাজারে তারল্য বাড়বে। — [762, 165, 931, 181]
